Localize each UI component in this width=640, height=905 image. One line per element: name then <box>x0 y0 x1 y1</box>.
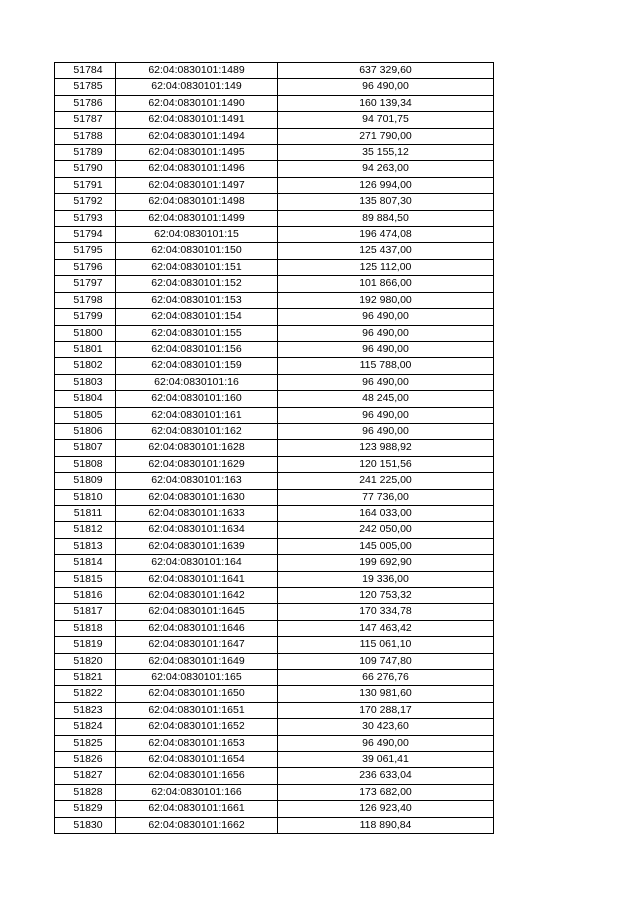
table-row <box>55 243 494 259</box>
cadastral-number-cell: 62:04:0830101:155 <box>116 325 278 341</box>
row-number-cell: 51817 <box>55 604 116 620</box>
value-cell: 96 490,00 <box>278 341 494 357</box>
value-cell: 170 334,78 <box>278 604 494 620</box>
cadastral-number-cell: 62:04:0830101:154 <box>116 309 278 325</box>
table-row <box>55 555 494 571</box>
cadastral-number-cell: 62:04:0830101:16 <box>116 374 278 390</box>
cadastral-number-cell: 62:04:0830101:153 <box>116 292 278 308</box>
cadastral-number-cell: 62:04:0830101:1651 <box>116 702 278 718</box>
cadastral-number-cell: 62:04:0830101:1634 <box>116 522 278 538</box>
value-cell: 94 701,75 <box>278 112 494 128</box>
value-cell: 637 329,60 <box>278 63 494 79</box>
value-cell: 48 245,00 <box>278 391 494 407</box>
cadastral-number-cell: 62:04:0830101:1649 <box>116 653 278 669</box>
cadastral-number-cell: 62:04:0830101:159 <box>116 358 278 374</box>
row-number-cell: 51821 <box>55 670 116 686</box>
value-cell: 135 807,30 <box>278 194 494 210</box>
table-row <box>55 489 494 505</box>
row-number-cell: 51806 <box>55 423 116 439</box>
cadastral-number-cell: 62:04:0830101:1641 <box>116 571 278 587</box>
value-cell: 199 692,90 <box>278 555 494 571</box>
row-number-cell: 51828 <box>55 784 116 800</box>
row-number-cell: 51805 <box>55 407 116 423</box>
table-row <box>55 817 494 833</box>
table-row <box>55 588 494 604</box>
row-number-cell: 51794 <box>55 227 116 243</box>
cadastral-number-cell: 62:04:0830101:160 <box>116 391 278 407</box>
row-number-cell: 51827 <box>55 768 116 784</box>
row-number-cell: 51826 <box>55 752 116 768</box>
cadastral-number-cell: 62:04:0830101:1497 <box>116 177 278 193</box>
value-cell: 39 061,41 <box>278 752 494 768</box>
cadastral-number-cell: 62:04:0830101:1661 <box>116 801 278 817</box>
row-number-cell: 51813 <box>55 538 116 554</box>
value-cell: 115 061,10 <box>278 637 494 653</box>
table-row <box>55 686 494 702</box>
value-cell: 96 490,00 <box>278 374 494 390</box>
table-row <box>55 194 494 210</box>
cadastral-number-cell: 62:04:0830101:1646 <box>116 620 278 636</box>
value-cell: 19 336,00 <box>278 571 494 587</box>
table-row <box>55 752 494 768</box>
table-row <box>55 177 494 193</box>
value-cell: 120 753,32 <box>278 588 494 604</box>
row-number-cell: 51799 <box>55 309 116 325</box>
row-number-cell: 51815 <box>55 571 116 587</box>
table-row <box>55 735 494 751</box>
value-cell: 115 788,00 <box>278 358 494 374</box>
table-body <box>55 63 494 834</box>
value-cell: 164 033,00 <box>278 505 494 521</box>
value-cell: 96 490,00 <box>278 423 494 439</box>
table-row <box>55 227 494 243</box>
cadastral-number-cell: 62:04:0830101:156 <box>116 341 278 357</box>
value-cell: 96 490,00 <box>278 407 494 423</box>
cadastral-number-cell: 62:04:0830101:15 <box>116 227 278 243</box>
value-cell: 118 890,84 <box>278 817 494 833</box>
table-row <box>55 325 494 341</box>
table-row <box>55 604 494 620</box>
row-number-cell: 51809 <box>55 473 116 489</box>
table-row <box>55 702 494 718</box>
table-row <box>55 309 494 325</box>
row-number-cell: 51814 <box>55 555 116 571</box>
row-number-cell: 51808 <box>55 456 116 472</box>
cadastral-number-cell: 62:04:0830101:1653 <box>116 735 278 751</box>
table-row <box>55 407 494 423</box>
row-number-cell: 51822 <box>55 686 116 702</box>
value-cell: 96 490,00 <box>278 79 494 95</box>
value-cell: 236 633,04 <box>278 768 494 784</box>
table-row <box>55 145 494 161</box>
table-row <box>55 95 494 111</box>
value-cell: 126 994,00 <box>278 177 494 193</box>
row-number-cell: 51819 <box>55 637 116 653</box>
row-number-cell: 51811 <box>55 505 116 521</box>
table-row <box>55 768 494 784</box>
table-row <box>55 358 494 374</box>
cadastral-number-cell: 62:04:0830101:1629 <box>116 456 278 472</box>
table-row <box>55 620 494 636</box>
cadastral-number-cell: 62:04:0830101:1489 <box>116 63 278 79</box>
value-cell: 145 005,00 <box>278 538 494 554</box>
value-cell: 147 463,42 <box>278 620 494 636</box>
table-row <box>55 670 494 686</box>
value-cell: 96 490,00 <box>278 735 494 751</box>
cadastral-number-cell: 62:04:0830101:1642 <box>116 588 278 604</box>
cadastral-number-cell: 62:04:0830101:1652 <box>116 719 278 735</box>
row-number-cell: 51803 <box>55 374 116 390</box>
table-row <box>55 653 494 669</box>
cadastral-number-cell: 62:04:0830101:1491 <box>116 112 278 128</box>
value-cell: 125 112,00 <box>278 259 494 275</box>
cadastral-number-cell: 62:04:0830101:1496 <box>116 161 278 177</box>
row-number-cell: 51800 <box>55 325 116 341</box>
value-cell: 77 736,00 <box>278 489 494 505</box>
row-number-cell: 51802 <box>55 358 116 374</box>
table-row <box>55 571 494 587</box>
row-number-cell: 51791 <box>55 177 116 193</box>
cadastral-number-cell: 62:04:0830101:152 <box>116 276 278 292</box>
cadastral-number-cell: 62:04:0830101:1647 <box>116 637 278 653</box>
value-cell: 196 474,08 <box>278 227 494 243</box>
value-cell: 109 747,80 <box>278 653 494 669</box>
value-cell: 125 437,00 <box>278 243 494 259</box>
value-cell: 94 263,00 <box>278 161 494 177</box>
value-cell: 173 682,00 <box>278 784 494 800</box>
table-row <box>55 276 494 292</box>
row-number-cell: 51818 <box>55 620 116 636</box>
table-row <box>55 128 494 144</box>
table-row <box>55 79 494 95</box>
row-number-cell: 51812 <box>55 522 116 538</box>
table-row <box>55 161 494 177</box>
row-number-cell: 51823 <box>55 702 116 718</box>
table-row <box>55 259 494 275</box>
cadastral-number-cell: 62:04:0830101:161 <box>116 407 278 423</box>
value-cell: 192 980,00 <box>278 292 494 308</box>
value-cell: 241 225,00 <box>278 473 494 489</box>
value-cell: 242 050,00 <box>278 522 494 538</box>
table-row <box>55 538 494 554</box>
cadastral-number-cell: 62:04:0830101:1639 <box>116 538 278 554</box>
row-number-cell: 51795 <box>55 243 116 259</box>
cadastral-number-cell: 62:04:0830101:1650 <box>116 686 278 702</box>
cadastral-value-table <box>54 62 494 834</box>
value-cell: 130 981,60 <box>278 686 494 702</box>
cadastral-number-cell: 62:04:0830101:163 <box>116 473 278 489</box>
row-number-cell: 51796 <box>55 259 116 275</box>
row-number-cell: 51793 <box>55 210 116 226</box>
table-row <box>55 423 494 439</box>
cadastral-number-cell: 62:04:0830101:166 <box>116 784 278 800</box>
row-number-cell: 51825 <box>55 735 116 751</box>
value-cell: 66 276,76 <box>278 670 494 686</box>
table-row <box>55 637 494 653</box>
row-number-cell: 51784 <box>55 63 116 79</box>
cadastral-number-cell: 62:04:0830101:149 <box>116 79 278 95</box>
table-row <box>55 391 494 407</box>
cadastral-number-cell: 62:04:0830101:162 <box>116 423 278 439</box>
cadastral-number-cell: 62:04:0830101:164 <box>116 555 278 571</box>
cadastral-number-cell: 62:04:0830101:1656 <box>116 768 278 784</box>
row-number-cell: 51798 <box>55 292 116 308</box>
cadastral-number-cell: 62:04:0830101:1494 <box>116 128 278 144</box>
value-cell: 271 790,00 <box>278 128 494 144</box>
value-cell: 120 151,56 <box>278 456 494 472</box>
row-number-cell: 51810 <box>55 489 116 505</box>
row-number-cell: 51820 <box>55 653 116 669</box>
cadastral-number-cell: 62:04:0830101:151 <box>116 259 278 275</box>
table-row <box>55 456 494 472</box>
value-cell: 35 155,12 <box>278 145 494 161</box>
row-number-cell: 51830 <box>55 817 116 833</box>
value-cell: 101 866,00 <box>278 276 494 292</box>
value-cell: 160 139,34 <box>278 95 494 111</box>
value-cell: 96 490,00 <box>278 325 494 341</box>
row-number-cell: 51824 <box>55 719 116 735</box>
cadastral-number-cell: 62:04:0830101:1495 <box>116 145 278 161</box>
row-number-cell: 51787 <box>55 112 116 128</box>
table-row <box>55 784 494 800</box>
value-cell: 126 923,40 <box>278 801 494 817</box>
row-number-cell: 51786 <box>55 95 116 111</box>
row-number-cell: 51797 <box>55 276 116 292</box>
table-row <box>55 374 494 390</box>
value-cell: 30 423,60 <box>278 719 494 735</box>
value-cell: 89 884,50 <box>278 210 494 226</box>
cadastral-number-cell: 62:04:0830101:1490 <box>116 95 278 111</box>
row-number-cell: 51785 <box>55 79 116 95</box>
table-row <box>55 505 494 521</box>
cadastral-number-cell: 62:04:0830101:165 <box>116 670 278 686</box>
cadastral-number-cell: 62:04:0830101:1654 <box>116 752 278 768</box>
cadastral-number-cell: 62:04:0830101:1633 <box>116 505 278 521</box>
row-number-cell: 51829 <box>55 801 116 817</box>
table-row <box>55 63 494 79</box>
table-row <box>55 522 494 538</box>
table-row <box>55 210 494 226</box>
cadastral-number-cell: 62:04:0830101:150 <box>116 243 278 259</box>
row-number-cell: 51816 <box>55 588 116 604</box>
table-row <box>55 292 494 308</box>
table-row <box>55 440 494 456</box>
table-row <box>55 112 494 128</box>
row-number-cell: 51801 <box>55 341 116 357</box>
value-cell: 170 288,17 <box>278 702 494 718</box>
row-number-cell: 51792 <box>55 194 116 210</box>
row-number-cell: 51790 <box>55 161 116 177</box>
cadastral-number-cell: 62:04:0830101:1499 <box>116 210 278 226</box>
cadastral-number-cell: 62:04:0830101:1498 <box>116 194 278 210</box>
table-row <box>55 719 494 735</box>
cadastral-number-cell: 62:04:0830101:1662 <box>116 817 278 833</box>
cadastral-number-cell: 62:04:0830101:1645 <box>116 604 278 620</box>
cadastral-number-cell: 62:04:0830101:1630 <box>116 489 278 505</box>
table-row <box>55 341 494 357</box>
value-cell: 123 988,92 <box>278 440 494 456</box>
row-number-cell: 51788 <box>55 128 116 144</box>
row-number-cell: 51789 <box>55 145 116 161</box>
cadastral-number-cell: 62:04:0830101:1628 <box>116 440 278 456</box>
table-row <box>55 801 494 817</box>
value-cell: 96 490,00 <box>278 309 494 325</box>
row-number-cell: 51807 <box>55 440 116 456</box>
row-number-cell: 51804 <box>55 391 116 407</box>
table-row <box>55 473 494 489</box>
